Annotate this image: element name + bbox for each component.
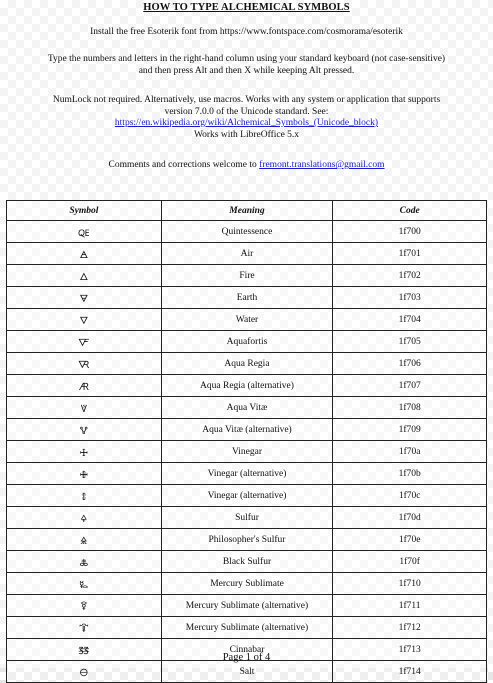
symbol-meaning: Sulfur (161, 507, 333, 529)
symbol-code: 1f70f (333, 551, 487, 573)
symbol-meaning: Air (161, 243, 333, 265)
page-number: Page 1 of 4 (222, 652, 271, 663)
alchemical-symbol-icon: 🜍 (7, 507, 162, 529)
symbol-code: 1f710 (333, 573, 487, 595)
symbol-meaning: Aqua Vitæ (161, 397, 333, 419)
table-row (7, 331, 487, 353)
unicode-block-link[interactable]: https://en.wikipedia.org/wiki/Alchemical_Symbols_(Unicode_block) (114, 118, 379, 128)
symbol-code: 1f713 (333, 639, 487, 661)
table-row (7, 309, 487, 331)
symbol-meaning: Mercury Sublimate (alternative) (161, 617, 333, 639)
alchemical-symbol-icon: 🜑 (7, 595, 162, 617)
symbol-meaning: Vinegar (alternative) (161, 463, 333, 485)
symbol-meaning: Aquafortis (161, 331, 333, 353)
symbol-meaning: Vinegar (alternative) (161, 485, 333, 507)
alchemical-symbol-icon: 🜓 (7, 639, 162, 661)
numlock-text-line2: version 7.0.0 of the Unicode standard. See: (164, 106, 329, 117)
table-row (7, 397, 487, 419)
table-row (7, 287, 487, 309)
table-row (7, 595, 487, 617)
alchemical-symbol-icon: 🜀 (7, 221, 162, 243)
symbol-meaning: Mercury Sublimate (161, 573, 333, 595)
symbol-code: 1f704 (333, 309, 487, 331)
table-row (7, 265, 487, 287)
symbol-meaning: Earth (161, 287, 333, 309)
symbol-meaning: Aqua Regia (alternative) (161, 375, 333, 397)
table-row (7, 243, 487, 265)
page-footer (0, 652, 493, 663)
libreoffice-note: Works with LibreOffice 5.x (193, 129, 300, 140)
table-row (7, 485, 487, 507)
typing-paragraph (6, 54, 487, 77)
numlock-paragraph (6, 95, 487, 141)
alchemical-symbol-icon: 🜈 (7, 397, 162, 419)
table-body (7, 221, 487, 683)
table-row (7, 661, 487, 683)
alchemical-symbol-icon: 🜁 (7, 243, 162, 265)
email-link[interactable]: fremont.translations@gmail.com (259, 160, 385, 170)
symbol-meaning: Fire (161, 265, 333, 287)
alchemical-symbol-icon: 🜎 (7, 529, 162, 551)
alchemical-symbol-icon: 🜋 (7, 463, 162, 485)
alchemical-symbol-icon: 🜉 (7, 419, 162, 441)
typing-text-line1: Type the numbers and letters in the right-hand column using your standard keyboard (not case-sensitive) (47, 54, 446, 64)
symbol-code: 1f703 (333, 287, 487, 309)
numlock-text-line1: NumLock not required. Alternatively, use macros. Works with any system or application that supports (52, 95, 441, 105)
install-paragraph (6, 27, 487, 39)
alchemical-symbol-icon: 🜂 (7, 265, 162, 287)
alchemical-symbol-icon: 🜏 (7, 551, 162, 573)
typing-text-line2: and then press Alt and then X while keeping Alt pressed. (138, 65, 355, 76)
symbol-meaning: Philosopher's Sulfur (161, 529, 333, 551)
table-row (7, 419, 487, 441)
symbol-meaning: Aqua Regia (161, 353, 333, 375)
table-row (7, 551, 487, 573)
symbol-code: 1f70a (333, 441, 487, 463)
table-row (7, 375, 487, 397)
table-row (7, 529, 487, 551)
alchemical-symbol-icon: 🜔 (7, 661, 162, 683)
alchemical-symbol-icon: 🜊 (7, 441, 162, 463)
alchemical-symbol-icon: 🜆 (7, 353, 162, 375)
alchemical-symbol-icon: 🜐 (7, 573, 162, 595)
symbol-code: 1f70d (333, 507, 487, 529)
alchemical-symbol-icon: 🜇 (7, 375, 162, 397)
table-row (7, 617, 487, 639)
symbol-meaning: Cinnabar (161, 639, 333, 661)
symbol-code: 1f702 (333, 265, 487, 287)
table-row (7, 573, 487, 595)
symbol-code: 1f712 (333, 617, 487, 639)
symbol-meaning: Quintessence (161, 221, 333, 243)
symbol-code: 1f708 (333, 397, 487, 419)
table-row (7, 463, 487, 485)
symbol-meaning: Mercury Sublimate (alternative) (161, 595, 333, 617)
symbol-meaning: Aqua Vitæ (alternative) (161, 419, 333, 441)
symbol-code: 1f711 (333, 595, 487, 617)
symbol-meaning: Water (161, 309, 333, 331)
symbol-meaning: Salt (161, 661, 333, 683)
symbol-code: 1f700 (333, 221, 487, 243)
alchemical-symbol-icon: 🜅 (7, 331, 162, 353)
symbol-code: 1f701 (333, 243, 487, 265)
alchemical-symbol-icon: 🜄 (7, 309, 162, 331)
contact-paragraph (6, 160, 487, 172)
alchemical-symbol-icon: 🜃 (7, 287, 162, 309)
header-meaning: Meaning (161, 201, 333, 221)
table-row (7, 221, 487, 243)
table-row (7, 353, 487, 375)
install-text: Install the free Esoterik font from https://www.fontspace.com/cosmorama/esoterik (90, 27, 403, 37)
symbol-code: 1f70b (333, 463, 487, 485)
symbol-code: 1f705 (333, 331, 487, 353)
table-row (7, 441, 487, 463)
symbol-code: 1f707 (333, 375, 487, 397)
page-title: HOW TO TYPE ALCHEMICAL SYMBOLS (143, 2, 350, 13)
table-header-row (7, 201, 487, 221)
header-symbol: Symbol (7, 201, 162, 221)
symbol-meaning: Black Sulfur (161, 551, 333, 573)
contact-prefix: Comments and corrections welcome to (108, 160, 257, 170)
symbol-code: 1f70e (333, 529, 487, 551)
symbol-code: 1f70c (333, 485, 487, 507)
symbol-code: 1f706 (333, 353, 487, 375)
symbol-meaning: Vinegar (161, 441, 333, 463)
header-code: Code (333, 201, 487, 221)
table-row (7, 507, 487, 529)
alchemical-symbol-icon: 🜒 (7, 617, 162, 639)
alchemical-symbol-icon: 🜌 (7, 485, 162, 507)
symbol-code: 1f709 (333, 419, 487, 441)
symbols-table (6, 200, 487, 683)
symbol-code: 1f714 (333, 661, 487, 683)
